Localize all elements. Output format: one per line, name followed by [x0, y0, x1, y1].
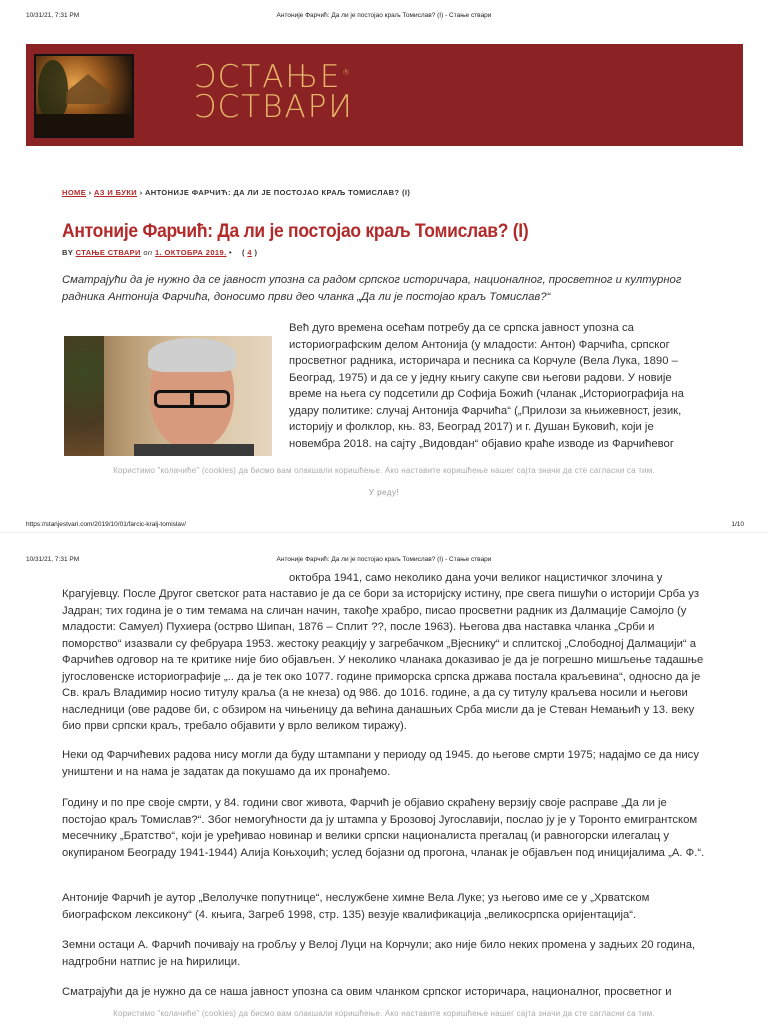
body-paragraph-continued: октобра 1941, само неколико дана уочи великог нацистичког злочина у — [289, 572, 663, 584]
print-url: https://stanjestvari.com/2019/10/01/farcic-kralj-tomislav/ — [26, 521, 187, 528]
print-date: 10/31/21, 7:31 PM — [26, 12, 80, 19]
page-separator — [0, 532, 768, 533]
body-paragraph: Антоније Фарчић је аутор „Велолучке попутнице“, неслужбене химне Вела Луке; уз његово име се у „Хрватском биографском лексикону“ (4. књига, Загреб 1998, стр. 135) везује квалификација „великосрпска оријентација“. — [62, 892, 650, 921]
author-portrait — [64, 336, 272, 456]
post-date-link[interactable]: 1. ОКТОБРА 2019. — [154, 248, 227, 257]
body-paragraph: Земни остаци А. Фарчић почивају на гробљу у Велој Луци на Корчули; ако није било неких промена у задњих 20 година, надгробни натпис је на ћирилици. — [62, 939, 696, 968]
post-intro: Сматрајући да је нужно да се јавност упозна са радом српског историчара, националног, просветног и културног радника Антонија Фарчића, доносимо први део чланка „Да ли је постојао краљ Томислав?“ — [62, 274, 682, 303]
logo-line-2: ƆСТВАРИ — [194, 89, 354, 125]
print-date: 10/31/21, 7:31 PM — [26, 556, 80, 563]
breadcrumb-home-link[interactable]: HOME — [62, 188, 87, 197]
body-paragraph: Сматрајући да је нужно да се наша јавност упозна са овим чланком српског историчара, националног, просветног и — [62, 986, 672, 998]
cookie-accept-button[interactable]: У реду! — [368, 488, 400, 497]
cookie-notice: Користимо "колачиће" (cookies) да бисмо вам олакшали коришћење. Ако наставите коришћење нашег сајта значи да сте сагласни са тим. — [113, 466, 655, 475]
post-title: Антоније Фарчић: Да ли је постојао краљ Томислав? (I) — [62, 221, 529, 242]
comments-close: ) — [254, 248, 258, 257]
print-title: Антоније Фарчић: Да ли је постојао краљ Томислав? (I) - Стање ствари — [276, 556, 492, 563]
byline-by: BY — [62, 248, 74, 257]
church-photo — [34, 54, 134, 138]
print-title: Антоније Фарчић: Да ли је постојао краљ Томислав? (I) - Стање ствари — [276, 12, 492, 19]
site-banner[interactable] — [26, 44, 743, 146]
registered-mark: ® — [342, 68, 352, 77]
breadcrumb-separator: › — [88, 188, 92, 197]
breadcrumb-category-link[interactable]: АЗ И БУКИ — [93, 188, 138, 197]
body-paragraph: Неки од Фарчићевих радова нису могли да буду штампани у периоду од 1945. до његове смрти 1975; надајмо се да нису уништени и на нама је задатак да покушамо да их пронађемо. — [62, 749, 699, 778]
breadcrumb-separator: › — [139, 188, 143, 197]
site-logo[interactable] — [194, 59, 354, 125]
byline-on: on — [143, 248, 153, 257]
cookie-notice: Користимо "колачиће" (cookies) да бисмо вам олакшали коришћење. Ако наставите коришћење нашег сајта значи да сте сагласни са тим. — [113, 1009, 655, 1018]
body-paragraph: Годину и по пре своје смрти, у 84. години свог живота, Фарчић је објавио скраћену верзију своје расправе „Да ли је постојао краљ Томислав?“. Због немогућности да ју штампа у Брозовој Југославији, послао ју је у Торонто емигрантском месечнику „Братство“, који је уређивао новинар и велики српски националиста прегалац (и равногорски илегалац у окупираном Београду 1941-1944) Алија Коњхоџић; услед бојазни од прогона, чланак је објављен под иницијалима „А. Ф.“. — [62, 797, 705, 859]
body-paragraph: Крагујевцу. После Другог светског рата наставио је да се бори за историјску истину, пре свега пишући о историји Срба уз Јадран; тих година је о тим темама на сличан начин, такође храбро, писао просветни радник из Далмације Самојло (у младости: Самуел) Пухиера (острво Шипан, 1876 – Сплит ??, после 1963). Његова два наставка чланка „Срби и поморство“ изазвали су фебруара 1953. жестоку реакцију у загребачком „Вјеснику“ и сплитској „Слободној Далмацији“ а Фарчићев одговор на те критике није био објављен. У неколико чланака доказивао је да је погрешно мишљење тадашње југословенске историографије „.. да је тек око 1077. године приморска српска држава постала краљевина“, односно да је Св. краљ Владимир носио титулу краља (а не кнеза) од 986. до 1016. године, а да су титулу краљева носили и његови наследници (ове радове би, с обзиром на чињеницу да већина данашњих Срба мисли да је Стеван Немањић у 13. веку био први српски краљ, требало објавити у врло великом тиражу). — [62, 588, 704, 732]
post-byline — [62, 248, 257, 257]
breadcrumb-current: АНТОНИЈЕ ФАРЧИЋ: ДА ЛИ ЈЕ ПОСТОЈАО КРАЉ ТОМИСЛАВ? (I) — [144, 188, 411, 197]
print-page-number: 1/10 — [731, 521, 744, 528]
comments-count-link[interactable]: 4 — [247, 248, 252, 257]
body-paragraph: Већ дуго времена осећам потребу да се српска јавност упозна са историографским делом Антонија (у младости: Антон) Фарчића, српског просветног радника, историчара и песника са Корчуле (Вела Лука, 1890 – Београд, 1975) и да се у једну књигу сакупе сви његови радови. У новије време на њега су подсетили др Софија Божић (чланак „Историографија на удару политике: случај Антонија Фарчића“ („Прилози за књижевност, језик, историју и фолклор, књ. 83, Београд 2017) и г. Душан Буковић, који је новембра 2018. на сајту „Видовдан“ објавио краће изводе из Фарчићевог — [289, 322, 684, 450]
byline-bullet: • — [229, 248, 233, 257]
comments-open: ( — [242, 248, 245, 257]
author-link[interactable]: СТАЊЕ СТВАРИ — [75, 248, 141, 257]
logo-line-1: ƆСТАЊЕ — [194, 59, 342, 95]
breadcrumb — [62, 188, 410, 197]
